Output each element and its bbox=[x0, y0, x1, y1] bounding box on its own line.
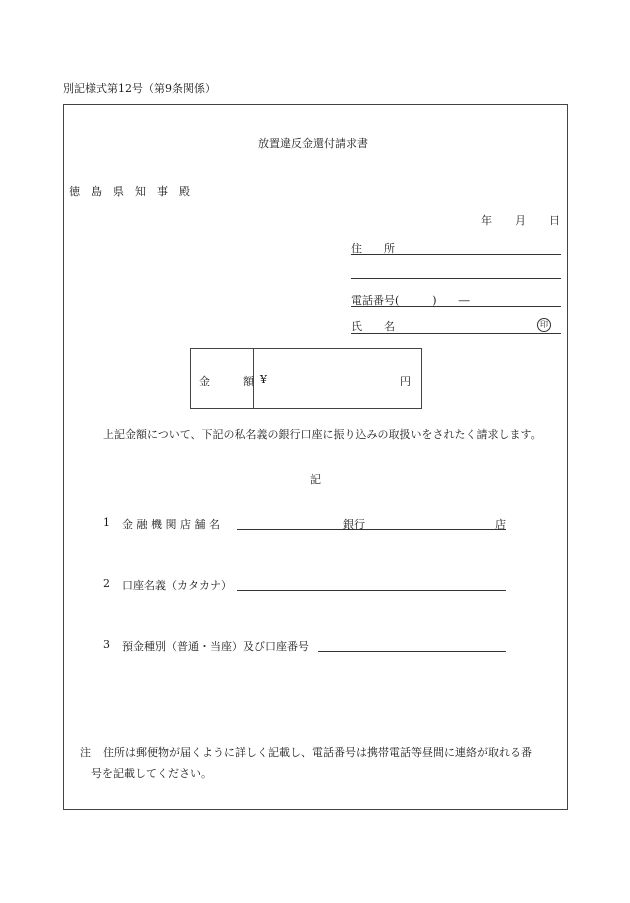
item-3-number: 3 bbox=[103, 638, 110, 651]
bank-line[interactable] bbox=[237, 529, 506, 530]
item-2-number: 2 bbox=[103, 577, 110, 590]
note-line-1: 住所は郵便物が届くように詳しく記載し、電話番号は携帯電話等昼間に連絡が取れる番 bbox=[103, 746, 532, 759]
seal-mark: 印 bbox=[537, 318, 551, 332]
date-month: 月 bbox=[515, 214, 526, 227]
account-line[interactable] bbox=[318, 651, 506, 652]
item-3-label: 預金種別（普通・当座）及び口座番号 bbox=[122, 640, 309, 653]
form-title: 放置違反金還付請求書 bbox=[258, 137, 368, 150]
addressee: 徳 島 県 知 事 殿 bbox=[69, 185, 190, 198]
amount-unit: 円 bbox=[400, 375, 411, 388]
amount-label: 金 額 bbox=[199, 375, 254, 388]
address-line-2[interactable] bbox=[351, 278, 561, 279]
yen-symbol: ¥ bbox=[260, 373, 267, 386]
name-label: 氏 名 bbox=[351, 320, 395, 333]
note-line-2: 号を記載してください。 bbox=[91, 767, 212, 780]
form-number: 別記様式第12号（第9条関係） bbox=[63, 82, 216, 95]
item-1-label: 金 融 機 関 店 舗 名 bbox=[122, 518, 220, 531]
branch-suffix: 店 bbox=[495, 518, 506, 531]
name-line[interactable] bbox=[351, 333, 561, 334]
date-day: 日 bbox=[549, 214, 560, 227]
form-frame bbox=[63, 104, 568, 810]
request-text: 上記金額について、下記の私名義の銀行口座に振り込みの取扱いをされたく請求します。 bbox=[103, 428, 542, 441]
note-label: 注 bbox=[80, 746, 91, 759]
phone-label: 電話番号( ) ― bbox=[351, 294, 470, 307]
item-1-number: 1 bbox=[103, 516, 110, 529]
holder-line[interactable] bbox=[237, 590, 506, 591]
amount-box bbox=[190, 348, 422, 409]
item-2-label: 口座名義（カタカナ） bbox=[122, 579, 232, 592]
address-label: 住 所 bbox=[351, 242, 395, 255]
ki-heading: 記 bbox=[310, 473, 321, 486]
address-line-1[interactable] bbox=[351, 254, 561, 255]
date-year: 年 bbox=[481, 214, 492, 227]
phone-line[interactable] bbox=[351, 306, 561, 307]
bank-suffix: 銀行 bbox=[343, 518, 365, 531]
